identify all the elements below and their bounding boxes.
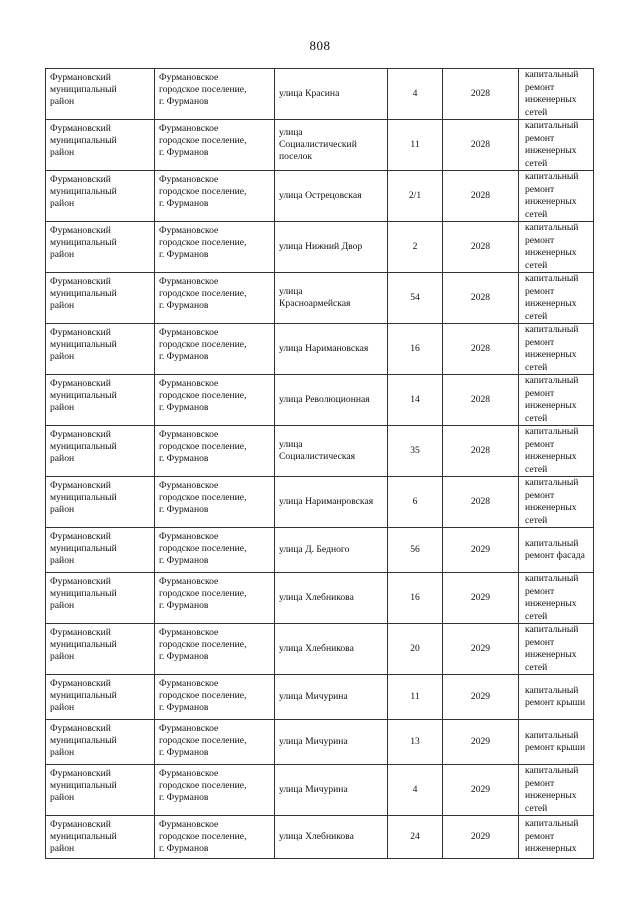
street-cell: улица Красина	[275, 69, 388, 120]
house-number-cell: 54	[388, 273, 443, 324]
street-cell: улица Наримановская	[275, 324, 388, 375]
work-type-cell: капитальный ремонт инженерных сетей	[519, 375, 594, 426]
house-number-cell: 24	[388, 816, 443, 859]
table-row	[46, 171, 594, 222]
district-cell: Фурмановский муниципальный район	[46, 675, 155, 720]
table-row	[46, 426, 594, 477]
district-cell: Фурмановский муниципальный район	[46, 765, 155, 816]
settlement-cell: Фурмановское городское поселение, г. Фурманов	[155, 675, 275, 720]
street-cell: улица Острецовская	[275, 171, 388, 222]
district-cell: Фурмановский муниципальный район	[46, 426, 155, 477]
year-cell: 2029	[443, 720, 519, 765]
district-cell: Фурмановский муниципальный район	[46, 477, 155, 528]
table-row	[46, 528, 594, 573]
district-cell: Фурмановский муниципальный район	[46, 528, 155, 573]
street-cell: улица Мичурина	[275, 765, 388, 816]
district-cell: Фурмановский муниципальный район	[46, 624, 155, 675]
work-type-cell: капитальный ремонт инженерных сетей	[519, 324, 594, 375]
district-cell: Фурмановский муниципальный район	[46, 120, 155, 171]
house-number-cell: 11	[388, 120, 443, 171]
house-number-cell: 2/1	[388, 171, 443, 222]
year-cell: 2029	[443, 675, 519, 720]
work-type-cell: капитальный ремонт инженерных сетей	[519, 426, 594, 477]
work-type-cell: капитальный ремонт инженерных сетей	[519, 765, 594, 816]
year-cell: 2029	[443, 816, 519, 859]
settlement-cell: Фурмановское городское поселение, г. Фурманов	[155, 720, 275, 765]
house-number-cell: 4	[388, 765, 443, 816]
district-cell: Фурмановский муниципальный район	[46, 171, 155, 222]
settlement-cell: Фурмановское городское поселение, г. Фурманов	[155, 477, 275, 528]
settlement-cell: Фурмановское городское поселение, г. Фурманов	[155, 171, 275, 222]
street-cell: улица Мичурина	[275, 720, 388, 765]
work-type-cell: капитальный ремонт крыши	[519, 675, 594, 720]
table-row	[46, 69, 594, 120]
house-number-cell: 11	[388, 675, 443, 720]
house-number-cell: 16	[388, 324, 443, 375]
district-cell: Фурмановский муниципальный район	[46, 720, 155, 765]
settlement-cell: Фурмановское городское поселение, г. Фурманов	[155, 69, 275, 120]
work-type-cell: капитальный ремонт инженерных сетей	[519, 69, 594, 120]
table-row	[46, 477, 594, 528]
settlement-cell: Фурмановское городское поселение, г. Фурманов	[155, 765, 275, 816]
work-type-cell: капитальный ремонт инженерных сетей	[519, 273, 594, 324]
work-type-cell: капитальный ремонт инженерных сетей	[519, 573, 594, 624]
table-row	[46, 375, 594, 426]
district-cell: Фурмановский муниципальный район	[46, 222, 155, 273]
street-cell: улица Социалистическая	[275, 426, 388, 477]
work-type-cell: капитальный ремонт крыши	[519, 720, 594, 765]
house-number-cell: 14	[388, 375, 443, 426]
street-cell: улица Хлебникова	[275, 816, 388, 859]
year-cell: 2028	[443, 273, 519, 324]
table-row	[46, 720, 594, 765]
settlement-cell: Фурмановское городское поселение, г. Фурманов	[155, 324, 275, 375]
house-number-cell: 13	[388, 720, 443, 765]
house-number-cell: 6	[388, 477, 443, 528]
year-cell: 2028	[443, 324, 519, 375]
year-cell: 2028	[443, 426, 519, 477]
settlement-cell: Фурмановское городское поселение, г. Фурманов	[155, 222, 275, 273]
work-type-cell: капитальный ремонт инженерных сетей	[519, 120, 594, 171]
table-row	[46, 273, 594, 324]
work-type-cell: капитальный ремонт инженерных сетей	[519, 477, 594, 528]
year-cell: 2028	[443, 171, 519, 222]
district-cell: Фурмановский муниципальный район	[46, 273, 155, 324]
registry-table-body	[46, 69, 594, 859]
street-cell: улица Д. Бедного	[275, 528, 388, 573]
house-number-cell: 35	[388, 426, 443, 477]
settlement-cell: Фурмановское городское поселение, г. Фурманов	[155, 375, 275, 426]
street-cell: улица Хлебникова	[275, 573, 388, 624]
settlement-cell: Фурмановское городское поселение, г. Фурманов	[155, 816, 275, 859]
registry-table	[45, 68, 594, 859]
house-number-cell: 56	[388, 528, 443, 573]
street-cell: улица Социалистический поселок	[275, 120, 388, 171]
street-cell: улица Хлебникова	[275, 624, 388, 675]
district-cell: Фурмановский муниципальный район	[46, 375, 155, 426]
street-cell: улица Революционная	[275, 375, 388, 426]
house-number-cell: 2	[388, 222, 443, 273]
house-number-cell: 16	[388, 573, 443, 624]
district-cell: Фурмановский муниципальный район	[46, 573, 155, 624]
table-row	[46, 222, 594, 273]
table-row	[46, 675, 594, 720]
year-cell: 2029	[443, 528, 519, 573]
settlement-cell: Фурмановское городское поселение, г. Фурманов	[155, 120, 275, 171]
work-type-cell: капитальный ремонт фасада	[519, 528, 594, 573]
settlement-cell: Фурмановское городское поселение, г. Фурманов	[155, 528, 275, 573]
work-type-cell: капитальный ремонт инженерных сетей	[519, 222, 594, 273]
work-type-cell: капитальный ремонт инженерных сетей	[519, 624, 594, 675]
table-row	[46, 765, 594, 816]
street-cell: улица Красноармейская	[275, 273, 388, 324]
street-cell: улица Нижний Двор	[275, 222, 388, 273]
settlement-cell: Фурмановское городское поселение, г. Фурманов	[155, 273, 275, 324]
table-row	[46, 324, 594, 375]
settlement-cell: Фурмановское городское поселение, г. Фурманов	[155, 624, 275, 675]
year-cell: 2028	[443, 477, 519, 528]
table-row	[46, 573, 594, 624]
settlement-cell: Фурмановское городское поселение, г. Фурманов	[155, 573, 275, 624]
house-number-cell: 20	[388, 624, 443, 675]
work-type-cell: капитальный ремонт инженерных сетей	[519, 171, 594, 222]
district-cell: Фурмановский муниципальный район	[46, 69, 155, 120]
year-cell: 2029	[443, 573, 519, 624]
house-number-cell: 4	[388, 69, 443, 120]
year-cell: 2028	[443, 120, 519, 171]
year-cell: 2029	[443, 624, 519, 675]
year-cell: 2029	[443, 765, 519, 816]
district-cell: Фурмановский муниципальный район	[46, 324, 155, 375]
street-cell: улица Нариманровская	[275, 477, 388, 528]
table-row	[46, 624, 594, 675]
work-type-cell: капитальный ремонт инженерных	[519, 816, 594, 859]
year-cell: 2028	[443, 375, 519, 426]
year-cell: 2028	[443, 69, 519, 120]
settlement-cell: Фурмановское городское поселение, г. Фурманов	[155, 426, 275, 477]
year-cell: 2028	[443, 222, 519, 273]
page-number: 808	[309, 38, 331, 53]
district-cell: Фурмановский муниципальный район	[46, 816, 155, 859]
table-row	[46, 816, 594, 859]
street-cell: улица Мичурина	[275, 675, 388, 720]
table-row	[46, 120, 594, 171]
